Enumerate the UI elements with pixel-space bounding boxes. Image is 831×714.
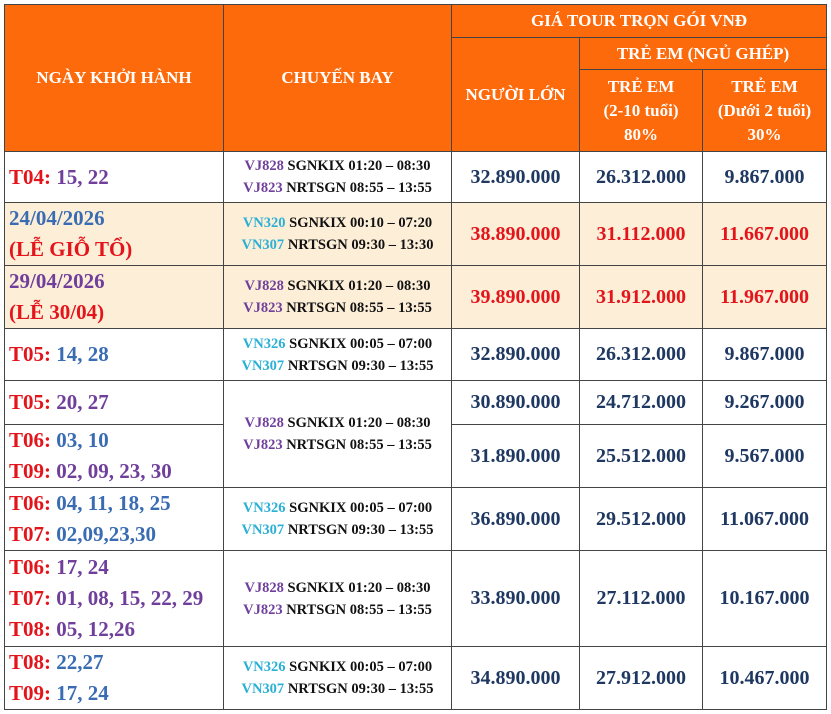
flight-line xyxy=(224,577,451,599)
flight-code: VN307 xyxy=(241,357,285,374)
flight-route: SGNKIX 00:05 – 07:00 xyxy=(285,500,433,516)
price-adult: 31.890.000 xyxy=(452,425,580,488)
date-line xyxy=(9,387,223,418)
flight-line xyxy=(224,155,451,177)
price-child: 31.912.000 xyxy=(580,266,703,329)
month-prefix: T09: xyxy=(9,681,51,705)
flight-route: SGNKIX 00:10 – 07:20 xyxy=(285,215,433,231)
date-line xyxy=(9,203,223,234)
date-line xyxy=(9,678,223,709)
header-child-under2-line1: TRẺ EM xyxy=(731,76,798,96)
departure-date-cell xyxy=(5,203,224,266)
date-text: 17, 24 xyxy=(51,555,109,579)
price-child: 26.312.000 xyxy=(580,152,703,203)
price-adult: 34.890.000 xyxy=(452,647,580,710)
price-infant: 11.967.000 xyxy=(703,266,827,329)
flight-line xyxy=(224,434,451,456)
table-row xyxy=(5,152,827,203)
header-adult: NGƯỜI LỚN xyxy=(452,38,580,152)
flight-line xyxy=(224,177,451,199)
flight-line xyxy=(224,519,451,541)
date-line xyxy=(9,266,223,297)
flight-code: VN326 xyxy=(242,500,286,516)
price-adult: 33.890.000 xyxy=(452,551,580,647)
date-text: 20, 27 xyxy=(51,390,109,414)
header-departure-date: NGÀY KHỞI HÀNH xyxy=(5,5,224,152)
header-child-2-10-line2: (2-10 tuổi) xyxy=(603,100,679,120)
date-line xyxy=(9,583,223,614)
price-child: 25.512.000 xyxy=(580,425,703,488)
price-infant: 11.667.000 xyxy=(703,203,827,266)
flight-code: VN307 xyxy=(241,237,285,253)
date-text: 15, 22 xyxy=(51,164,109,189)
departure-date-cell xyxy=(5,329,224,381)
price-child: 26.312.000 xyxy=(580,329,703,381)
header-child-under2-line2: (Dưới 2 tuổi) xyxy=(717,100,812,120)
price-child: 27.112.000 xyxy=(580,551,703,647)
price-infant: 11.067.000 xyxy=(703,488,827,551)
date-text: 03, 10 xyxy=(51,428,109,452)
flight-code: VJ823 xyxy=(243,180,283,196)
month-prefix: T06: xyxy=(9,428,51,452)
flight-code: VN326 xyxy=(242,335,286,352)
month-prefix: T05: xyxy=(9,342,51,366)
flight-code: VN307 xyxy=(241,522,285,538)
flight-cell xyxy=(224,647,452,710)
flight-cell xyxy=(224,551,452,647)
price-infant: 9.267.000 xyxy=(703,381,827,425)
month-prefix: T09: xyxy=(9,459,51,483)
price-infant: 9.867.000 xyxy=(703,329,827,381)
price-infant: 10.467.000 xyxy=(703,647,827,710)
flight-line xyxy=(224,275,451,297)
departure-date-cell xyxy=(5,381,224,425)
table-row xyxy=(5,551,827,647)
flight-route: NRTSGN 09:30 – 13:30 xyxy=(284,237,434,253)
month-prefix: T06: xyxy=(9,491,51,515)
date-text: 14, 28 xyxy=(51,342,109,366)
date-line xyxy=(9,647,223,678)
price-child: 27.912.000 xyxy=(580,647,703,710)
flight-code: VJ823 xyxy=(243,300,283,316)
flight-route: NRTSGN 09:30 – 13:55 xyxy=(284,357,434,374)
price-adult: 39.890.000 xyxy=(452,266,580,329)
price-adult: 38.890.000 xyxy=(452,203,580,266)
table-row xyxy=(5,266,827,329)
flight-line xyxy=(224,599,451,621)
flight-route: SGNKIX 01:20 – 08:30 xyxy=(283,158,431,174)
month-prefix: T04: xyxy=(9,164,51,189)
table-row xyxy=(5,329,827,381)
date-line xyxy=(9,519,223,550)
flight-line xyxy=(224,234,451,256)
flight-code: VJ828 xyxy=(244,278,284,294)
flight-line xyxy=(224,678,451,700)
date-text: 29/04/2026 xyxy=(9,269,105,293)
price-infant: 10.167.000 xyxy=(703,551,827,647)
date-text: 05, 12,26 xyxy=(51,617,135,641)
date-text: 22,27 xyxy=(51,650,104,674)
price-child: 31.112.000 xyxy=(580,203,703,266)
flight-line xyxy=(224,656,451,678)
flight-cell xyxy=(224,488,452,551)
departure-date-cell xyxy=(5,266,224,329)
flight-line xyxy=(224,297,451,319)
flight-cell xyxy=(224,203,452,266)
table-row xyxy=(5,381,827,425)
price-infant: 9.567.000 xyxy=(703,425,827,488)
table-row xyxy=(5,647,827,710)
date-line xyxy=(9,552,223,583)
price-child: 29.512.000 xyxy=(580,488,703,551)
tour-price-table xyxy=(4,4,827,710)
header-child-under2-line3: 30% xyxy=(747,124,782,144)
date-text: 01, 08, 15, 22, 29 xyxy=(51,586,204,610)
flight-cell xyxy=(224,152,452,203)
price-adult: 30.890.000 xyxy=(452,381,580,425)
date-line xyxy=(9,488,223,519)
flight-line xyxy=(224,333,451,355)
month-prefix: T05: xyxy=(9,390,51,414)
table-row xyxy=(5,488,827,551)
flight-line xyxy=(224,212,451,234)
price-infant: 9.867.000 xyxy=(703,152,827,203)
departure-date-cell xyxy=(5,425,224,488)
price-adult: 32.890.000 xyxy=(452,152,580,203)
departure-date-cell xyxy=(5,551,224,647)
month-prefix: T07: xyxy=(9,522,51,546)
date-text: 02, 09, 23, 30 xyxy=(51,459,172,483)
month-prefix: T08: xyxy=(9,617,51,641)
month-prefix: T08: xyxy=(9,650,51,674)
month-prefix: T06: xyxy=(9,555,51,579)
flight-route: SGNKIX 01:20 – 08:30 xyxy=(283,415,431,431)
header-child-2-10-line3: 80% xyxy=(624,124,658,144)
flight-code: VN326 xyxy=(242,659,286,675)
date-line xyxy=(9,339,223,370)
flight-route: NRTSGN 09:30 – 13:55 xyxy=(284,681,434,697)
header-package-price: GIÁ TOUR TRỌN GÓI VNĐ xyxy=(452,5,827,38)
date-line xyxy=(9,614,223,645)
header-flight: CHUYẾN BAY xyxy=(224,5,452,152)
price-child: 24.712.000 xyxy=(580,381,703,425)
date-line xyxy=(9,425,223,456)
date-text: 02,09,23,30 xyxy=(51,522,156,546)
price-adult: 36.890.000 xyxy=(452,488,580,551)
flight-code: VJ823 xyxy=(243,437,283,453)
flight-line xyxy=(224,497,451,519)
header-child-2-10-line1: TRẺ EM xyxy=(607,76,675,96)
price-adult: 32.890.000 xyxy=(452,329,580,381)
header-child-2-10 xyxy=(580,70,703,152)
flight-line xyxy=(224,355,451,377)
flight-cell xyxy=(224,381,452,488)
flight-route: SGNKIX 00:05 – 07:00 xyxy=(285,335,433,352)
flight-code: VJ828 xyxy=(244,158,284,174)
date-line xyxy=(9,162,223,193)
flight-route: NRTSGN 09:30 – 13:55 xyxy=(284,522,434,538)
flight-code: VJ828 xyxy=(244,579,284,596)
flight-route: SGNKIX 01:20 – 08:30 xyxy=(283,278,431,294)
header-child-shared: TRẺ EM (NGỦ GHÉP) xyxy=(580,38,827,70)
date-line xyxy=(9,297,223,328)
flight-code: VN320 xyxy=(242,215,286,231)
date-text: (LỄ 30/04) xyxy=(9,300,105,324)
date-line xyxy=(9,234,223,265)
flight-route: NRTSGN 08:55 – 13:55 xyxy=(282,180,432,196)
flight-code: VJ828 xyxy=(244,415,284,431)
date-text: (LỄ GIỖ TỔ) xyxy=(9,237,133,261)
date-line xyxy=(9,456,223,487)
flight-code: VJ823 xyxy=(243,601,283,618)
flight-route: NRTSGN 08:55 – 13:55 xyxy=(282,437,432,453)
flight-line xyxy=(224,412,451,434)
month-prefix: T07: xyxy=(9,586,51,610)
flight-route: NRTSGN 08:55 – 13:55 xyxy=(282,601,432,618)
flight-route: SGNKIX 01:20 – 08:30 xyxy=(283,579,431,596)
departure-date-cell xyxy=(5,647,224,710)
departure-date-cell xyxy=(5,488,224,551)
departure-date-cell xyxy=(5,152,224,203)
date-text: 24/04/2026 xyxy=(9,206,105,230)
flight-route: NRTSGN 08:55 – 13:55 xyxy=(282,300,432,316)
flight-cell xyxy=(224,266,452,329)
flight-code: VN307 xyxy=(241,681,285,697)
flight-cell xyxy=(224,329,452,381)
table-row xyxy=(5,203,827,266)
date-text: 17, 24 xyxy=(51,681,109,705)
date-text: 04, 11, 18, 25 xyxy=(51,491,171,515)
flight-route: SGNKIX 00:05 – 07:00 xyxy=(285,659,433,675)
header-child-under2 xyxy=(703,70,827,152)
